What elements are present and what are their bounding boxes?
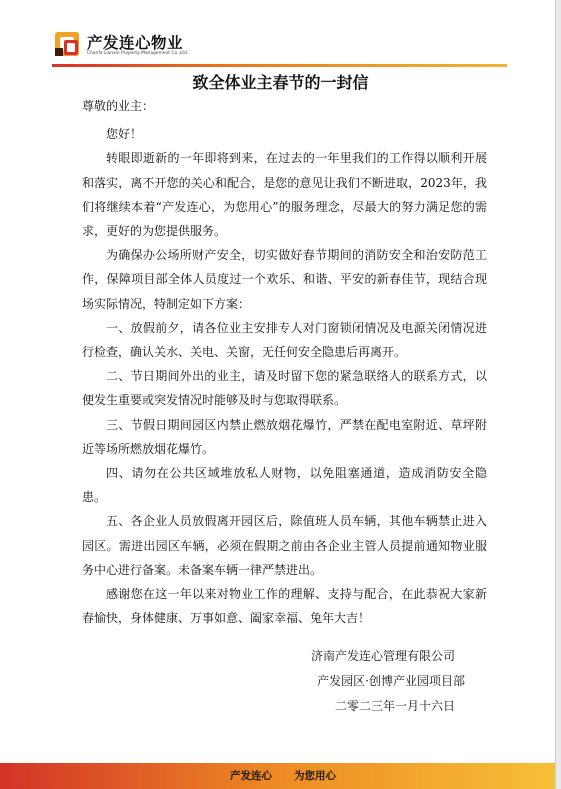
brand-english-name: Chanfa Lianxin Property Management Co.,Ltd.	[87, 51, 189, 56]
paragraph-intro: 转眼即逝新的一年即将到来，在过去的一年里我们的工作得以顺利开展和落实，离不开您的关心和配合，是您的意见让我们不断进取，2023年，我们将继续本着“产发连心，为您用心”的服务理念，尽最大的努力满足您的需求，更好的为您提供服务。	[82, 151, 487, 239]
company-logo-icon	[54, 30, 82, 58]
footer-slogan-right: 为您用心	[294, 770, 336, 782]
company-header	[54, 30, 234, 64]
brand-name: 产发连心物业	[87, 34, 184, 52]
paragraph-thanks: 感谢您在这一年以来对物业工作的理解、支持与配合，在此恭祝大家新春愉快，身体健康、万事如意、阖家幸福、兔年大吉！	[82, 587, 487, 626]
paragraph-item-1: 一、放假前夕，请各位业主安排专人对门窗锁闭情况及电源关闭情况进行检查，确认关水、关电、关窗，无任何安全隐患后再离开。	[82, 320, 487, 360]
footer-slogan	[230, 768, 336, 783]
paragraph-item-5: 五、各企业人员放假离开园区后，除值班人员车辆，其他车辆禁止进入园区。需进出园区车辆，必须在假期之前由各企业主管人员提前通知物业服务中心进行备案。未备案车辆一律严禁进出。	[82, 514, 487, 577]
salutation: 尊敬的业主：	[82, 99, 155, 113]
paragraph-purpose: 为确保办公场所财产安全，切实做好春节期间的消防安全和治安防范工作，保障项目部全体人员度过一个欢乐、和谐、平安的新春佳节，现结合现场实际情况，特制定如下方案：	[82, 248, 487, 311]
letter-title: 致全体业主春节的一封信	[192, 73, 369, 92]
paragraph-item-2: 二、节日期间外出的业主，请及时留下您的紧急联络人的联系方式，以便发生重要或突发情况时能够及时与您取得联系。	[82, 369, 487, 408]
paragraph-item-3: 三、节假日期间园区内禁止燃放烟花爆竹，严禁在配电室附近、草坪附近等场所燃放烟花爆竹。	[82, 417, 487, 456]
paragraph-item-4: 四、请勿在公共区域堆放私人财物，以免阻塞通道，造成消防安全隐患。	[82, 466, 487, 505]
signature-department: 产发园区·创博产业园项目部	[317, 674, 465, 688]
letter-body	[82, 94, 487, 630]
footer-banner	[0, 763, 561, 789]
signature-date: 二零二三年一月十六日	[334, 699, 455, 713]
title-divider	[52, 64, 507, 67]
greeting: 您好！	[106, 127, 143, 142]
footer-slogan-left: 产发连心	[230, 770, 272, 782]
signature-company: 济南产发连心管理有限公司	[310, 649, 455, 663]
